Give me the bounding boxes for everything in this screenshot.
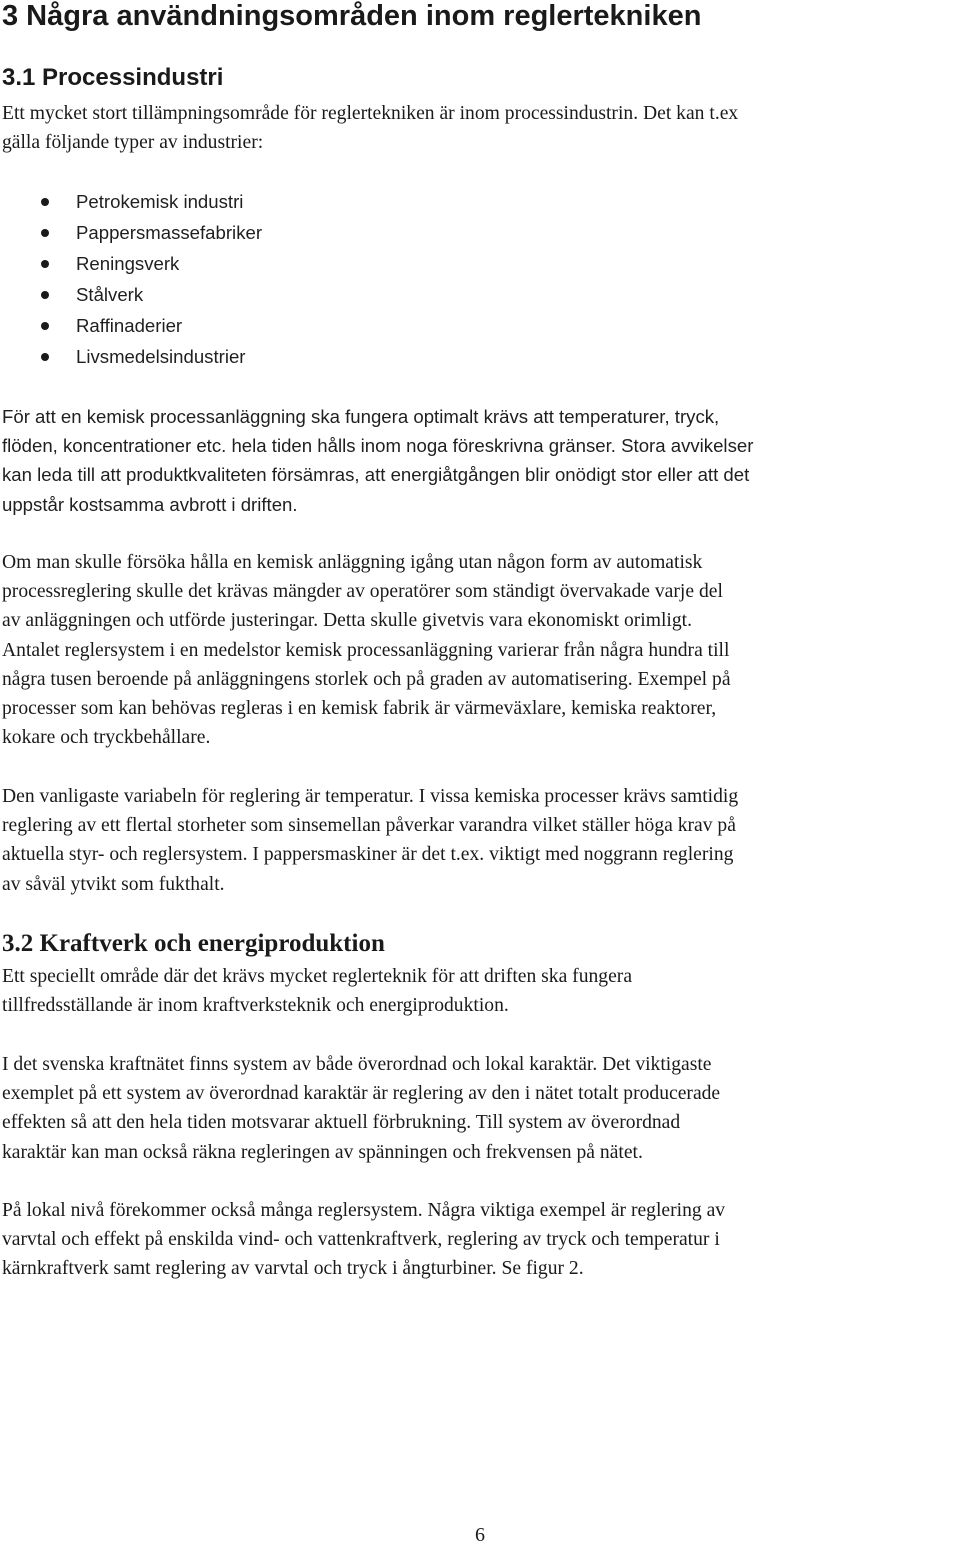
text-line: På lokal nivå förekommer också många reglersystem. Några viktiga exempel är reglering av: [2, 1200, 726, 1221]
text-line: Ett speciellt område där det krävs mycket reglerteknik för att driften ska fungera: [2, 966, 633, 987]
list-item: [0, 217, 262, 248]
section-2-paragraph-3: [2, 1196, 725, 1284]
page-number: 6: [475, 1524, 485, 1546]
section-2-paragraph-1: [2, 962, 632, 1020]
industry-list: [0, 186, 262, 372]
bullet-icon: [41, 353, 49, 361]
text-line: kärnkraftverk samt reglering av varvtal och tryck i ångturbiner. Se figur 2.: [2, 1258, 584, 1280]
list-item-label: Raffinaderier: [76, 315, 183, 336]
text-line: processer som kan behövas regleras i en kemisk fabrik är värmeväxlare, kemiska reaktorer,: [2, 698, 717, 720]
text-line: av anläggningen och utförde justeringar. Detta skulle givetvis vara ekonomiskt orimligt.: [2, 610, 692, 632]
text-line: effekten så att den hela tiden motsvarar aktuell förbrukning. Till system av överordnad: [2, 1112, 681, 1134]
list-item-label: Reningsverk: [76, 253, 180, 274]
text-line: Den vanligaste variabeln för reglering är temperatur. I vissa kemiska processer krävs samtidig: [2, 786, 739, 807]
text-line: gälla följande typer av industrier:: [2, 132, 264, 154]
text-line: kokare och tryckbehållare.: [2, 727, 211, 749]
text-line: processreglering skulle det krävas mängder av operatörer som ständigt övervakade varje del: [2, 581, 723, 603]
list-item-label: Livsmedelsindustrier: [76, 346, 246, 367]
text-line: I det svenska kraftnätet finns system av både överordnad och lokal karaktär. Det viktigaste: [2, 1054, 712, 1075]
text-line: uppstår kostsamma avbrott i driften.: [2, 493, 298, 515]
list-item-label: Petrokemisk industri: [76, 191, 244, 212]
list-item: [0, 248, 262, 279]
bullet-icon: [41, 260, 49, 268]
bullet-icon: [41, 198, 49, 206]
text-line: av såväl ytvikt som fukthalt.: [2, 873, 225, 895]
list-item: [0, 279, 262, 310]
section-1-paragraph-3: [2, 782, 738, 899]
text-line: För att en kemisk processanläggning ska fungera optimalt krävs att temperaturer, tryck,: [2, 406, 720, 427]
text-line: Antalet reglersystem i en medelstor kemisk processanläggning varierar från några hundra till: [2, 639, 730, 661]
section-1-paragraph-2: [2, 548, 731, 752]
text-line: exemplet på ett system av överordnad karaktär är reglering av den i nätet totalt producerade: [2, 1083, 721, 1105]
text-line: karaktär kan man också räkna regleringen av spänningen och frekvensen på nätet.: [2, 1141, 643, 1163]
text-line: tillfredsställande är inom kraftverksteknik och energiproduktion.: [2, 995, 509, 1017]
text-line: reglering av ett flertal storheter som sinsemellan påverkar varandra vilket ställer höga krav på: [2, 815, 736, 837]
section-1-paragraph-1: [2, 402, 753, 519]
text-line: några tusen beroende på anläggningens storlek och på graden av automatisering. Exempel på: [2, 668, 731, 690]
text-line: Om man skulle försöka hålla en kemisk anläggning igång utan någon form av automatisk: [2, 552, 703, 573]
chapter-title: 3 Några användningsområden inom reglertekniken: [2, 0, 702, 32]
text-line: flöden, koncentrationer etc. hela tiden hålls inom noga föreskrivna gränser. Stora avvikelser: [2, 435, 754, 457]
text-line: varvtal och effekt på enskilda vind- och vattenkraftverk, reglering av tryck och temperatur i: [2, 1229, 720, 1251]
section-title-processindustri: 3.1 Processindustri: [2, 64, 224, 91]
text-line: aktuella styr- och reglersystem. I pappersmaskiner är det t.ex. viktigt med noggrann reglering: [2, 844, 734, 866]
bullet-icon: [41, 291, 49, 299]
section-title-kraftverk: 3.2 Kraftverk och energiproduktion: [2, 930, 385, 957]
list-item: [0, 341, 262, 372]
bullet-icon: [41, 229, 49, 237]
section-2-paragraph-2: [2, 1050, 720, 1167]
bullet-icon: [41, 322, 49, 330]
list-item: [0, 186, 262, 217]
text-line: Ett mycket stort tillämpningsområde för reglertekniken är inom processindustrin. Det kan t.ex: [2, 103, 739, 124]
list-item: [0, 310, 262, 341]
list-item-label: Stålverk: [76, 284, 144, 305]
list-item-label: Pappersmassefabriker: [76, 222, 263, 243]
section-1-intro: [2, 99, 738, 157]
text-line: kan leda till att produktkvaliteten försämras, att energiåtgången blir onödigt stor eller att det: [2, 464, 750, 486]
